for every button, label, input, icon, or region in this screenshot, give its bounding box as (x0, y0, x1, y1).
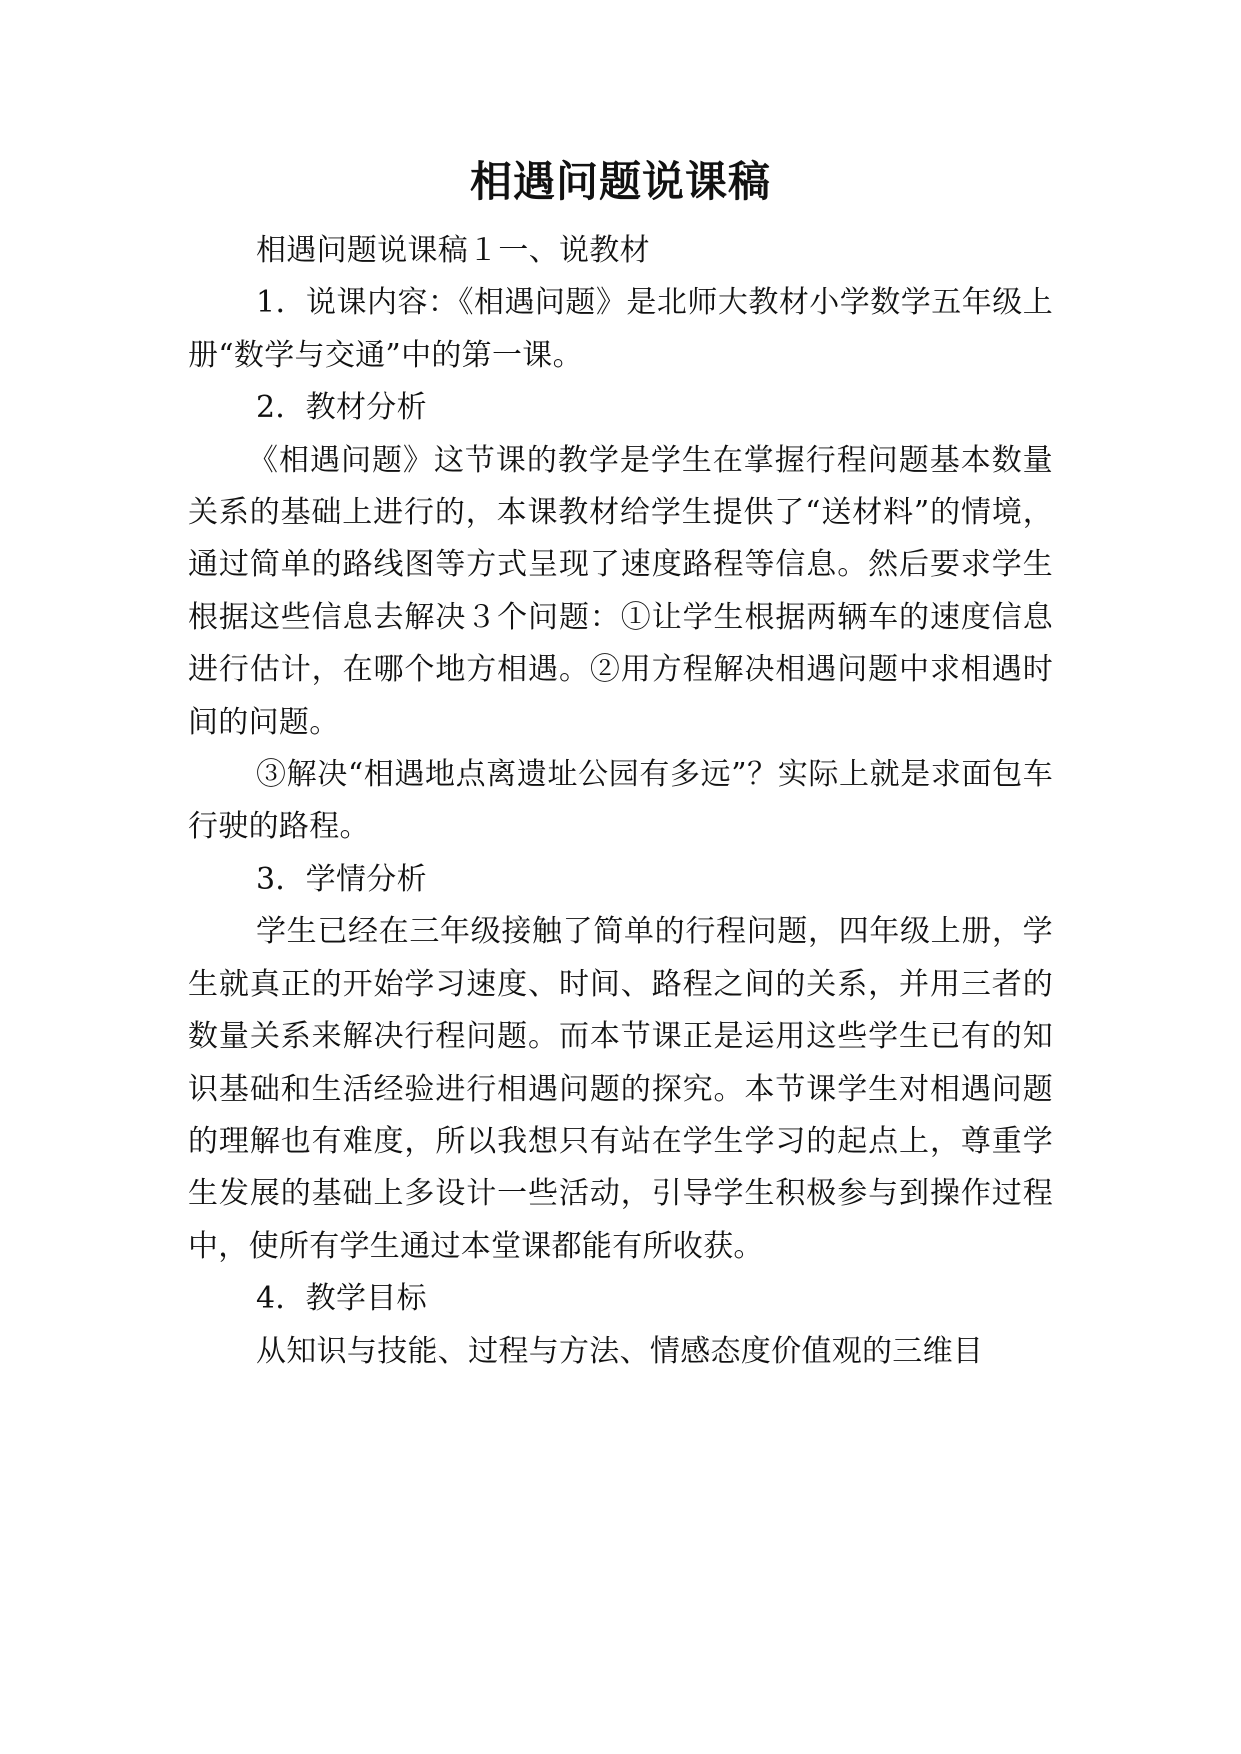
paragraph-intro: 相遇问题说课稿１一、说教材 (256, 233, 650, 268)
document-title: 相遇问题说课稿 (469, 157, 771, 206)
heading-textbook-analysis: 2．教材分析 (256, 390, 427, 426)
heading-learner-analysis: 3．学情分析 (256, 861, 427, 897)
paragraph-problem-three: ③解决“相遇地点离遗址公园有多远”？实际上就是求面包车行驶的路程。 (188, 757, 1053, 845)
paragraph-teaching-goals: 从知识与技能、过程与方法、情感态度价值观的三维目 (256, 1333, 984, 1369)
heading-teaching-goals: 4．教学目标 (256, 1281, 427, 1317)
document-body (188, 225, 1053, 1378)
paragraph-textbook-analysis: 《相遇问题》这节课的教学是学生在掌握行程问题基本数量关系的基础上进行的，本课教材给学生提供了“送材料”的情境，通过简单的路线图等方式呈现了速度路程等信息。然后要求学生根据这些信息去解决３个问题：①让学生根据两辆车的速度信息进行估计，在哪个地方相遇。②用方程解决相遇问题中求相遇时间的问题。 (188, 442, 1053, 740)
paragraph-lesson-content: 1．说课内容：《相遇问题》是北师大教材小学数学五年级上册“数学与交通”中的第一课。 (188, 285, 1053, 373)
paragraph-learner-analysis: 学生已经在三年级接触了简单的行程问题，四年级上册，学生就真正的开始学习速度、时间、路程之间的关系，并用三者的数量关系来解决行程问题。而本节课正是运用这些学生已有的知识基础和生活经验进行相遇问题的探究。本节课学生对相遇问题的理解也有难度，所以我想只有站在学生学习的起点上，尊重学生发展的基础上多设计一些活动，引导学生积极参与到操作过程中，使所有学生通过本堂课都能有所收获。 (188, 914, 1053, 1264)
